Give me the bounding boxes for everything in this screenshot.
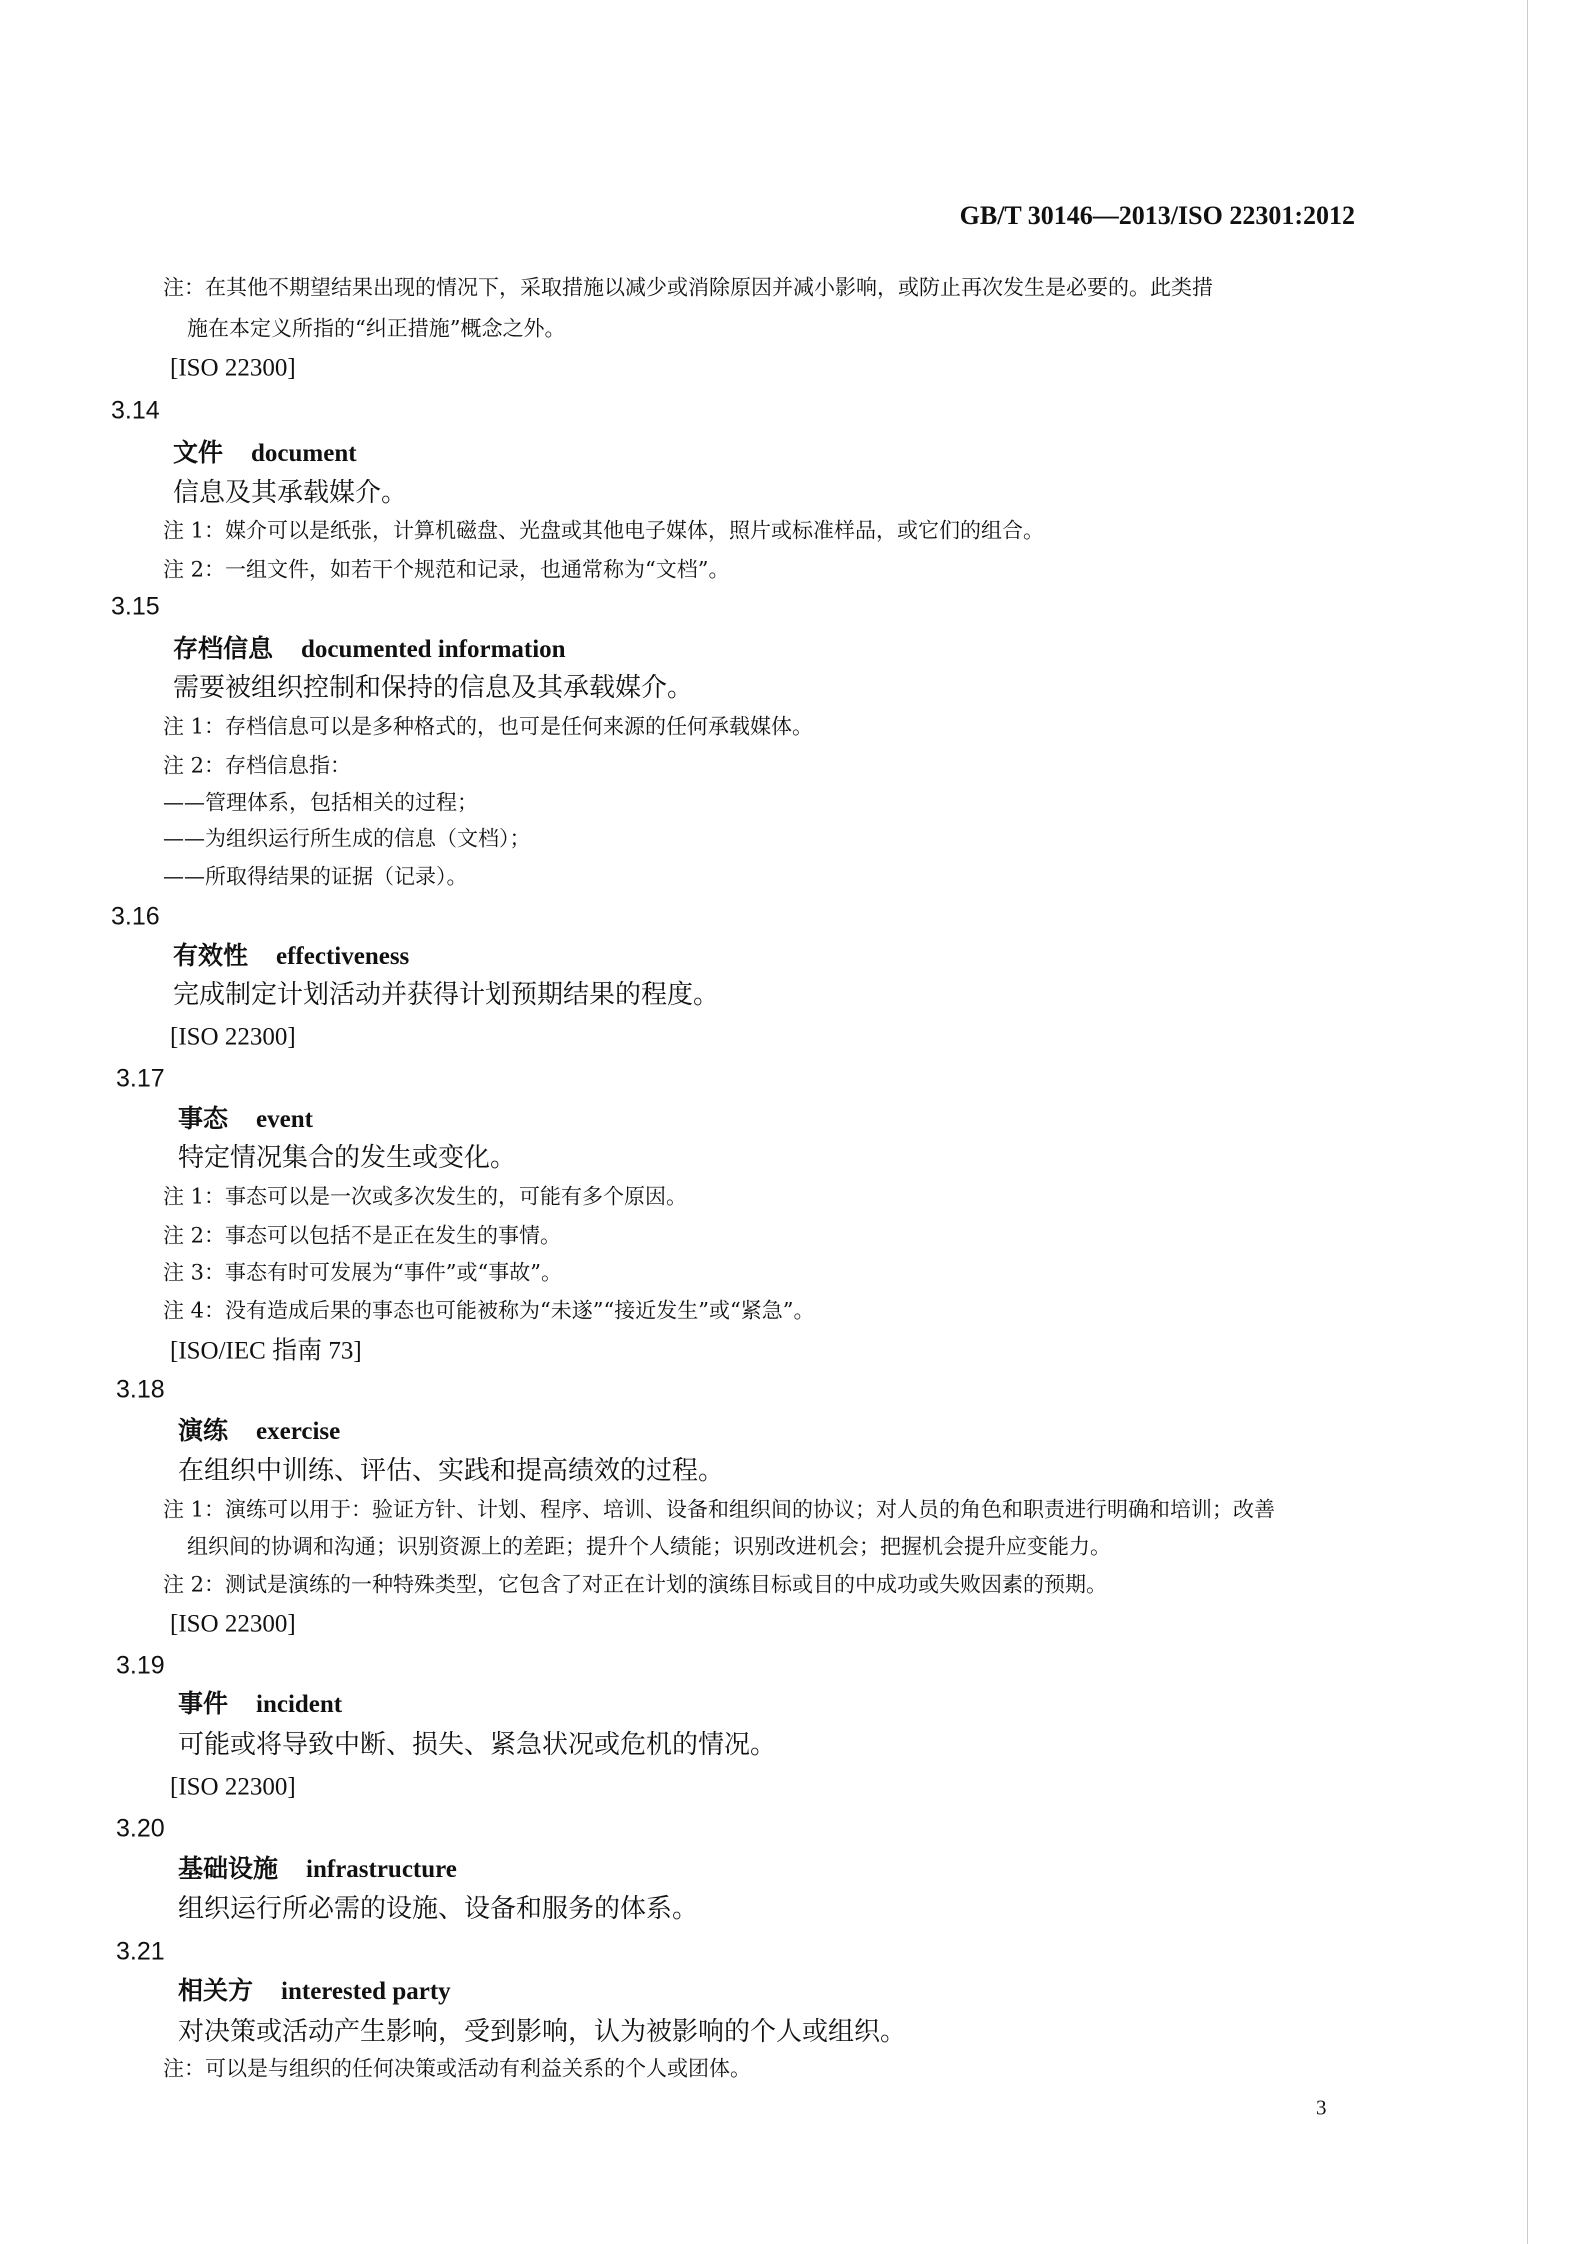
term-chinese: 事态 (178, 1104, 229, 1133)
reference-citation: [ISO 22300] (170, 354, 296, 382)
note-text: 注 1：演练可以用于：验证方针、计划、程序、培训、设备和组织间的协议；对人员的角色和职责进行明确和培训；改善 (163, 1497, 1276, 1522)
list-item: ——管理体系，包括相关的过程； (163, 790, 478, 815)
term-english: document (251, 440, 357, 467)
term-english: interested party (281, 1978, 451, 2005)
term-english: exercise (256, 1418, 341, 1445)
note-text: 注 2：存档信息指： (163, 753, 352, 778)
note-text: 注 1：事态可以是一次或多次发生的，可能有多个原因。 (163, 1184, 688, 1209)
note-text: 注 2：一组文件，如若干个规范和记录，也通常称为“文档”。 (163, 557, 730, 582)
note-continuation: 组织间的协调和沟通；识别资源上的差距；提升个人绩能；识别改进机会；把握机会提升应变能力。 (187, 1534, 1111, 1559)
reference-citation: [ISO/IEC 指南 73] (170, 1337, 362, 1365)
scan-edge-line (1527, 0, 1528, 2244)
definition-text: 可能或将导致中断、损失、紧急状况或危机的情况。 (178, 1730, 777, 1760)
clause-number: 3.16 (111, 902, 160, 931)
term-chinese: 基础设施 (178, 1854, 279, 1883)
note-text: 注：可以是与组织的任何决策或活动有利益关系的个人或团体。 (163, 2056, 751, 2081)
definition-text: 信息及其承载媒介。 (173, 478, 408, 508)
term-chinese: 相关方 (178, 1976, 254, 2005)
term-chinese: 存档信息 (173, 634, 274, 663)
clause-number: 3.19 (116, 1651, 165, 1680)
clause-number: 3.14 (111, 396, 160, 425)
term-chinese: 事件 (178, 1689, 229, 1718)
definition-text: 对决策或活动产生影响，受到影响，认为被影响的个人或组织。 (178, 2017, 907, 2047)
term-chinese: 演练 (178, 1416, 229, 1445)
standard-header: GB/T 30146—2013/ISO 22301:2012 (959, 201, 1355, 230)
term-chinese: 文件 (173, 438, 224, 467)
list-item: ——所取得结果的证据（记录）。 (163, 864, 468, 889)
clause-number: 3.18 (116, 1375, 165, 1404)
definition-text: 组织运行所必需的设施、设备和服务的体系。 (178, 1894, 699, 1924)
reference-citation: [ISO 22300] (170, 1610, 296, 1638)
note-text: 注 1：存档信息可以是多种格式的，也可是任何来源的任何承载媒体。 (163, 714, 814, 739)
definition-text: 完成制定计划活动并获得计划预期结果的程度。 (173, 980, 720, 1010)
clause-number: 3.17 (116, 1064, 165, 1093)
note-text: 注：在其他不期望结果出现的情况下，采取措施以减少或消除原因并减小影响，或防止再次发生是必要的。此类措 (163, 275, 1213, 300)
term-heading (178, 1106, 313, 1132)
term-english: infrastructure (306, 1856, 457, 1883)
reference-citation: [ISO 22300] (170, 1023, 296, 1051)
definition-text: 需要被组织控制和保持的信息及其承载媒介。 (173, 673, 694, 703)
definition-text: 在组织中训练、评估、实践和提高绩效的过程。 (178, 1456, 725, 1486)
definition-text: 特定情况集合的发生或变化。 (178, 1143, 517, 1173)
term-chinese: 有效性 (173, 941, 249, 970)
note-text: 注 1：媒介可以是纸张，计算机磁盘、光盘或其他电子媒体，照片或标准样品，或它们的组合。 (163, 518, 1045, 543)
note-text: 注 3：事态有时可发展为“事件”或“事故”。 (163, 1260, 562, 1285)
term-heading (173, 440, 357, 466)
term-heading (178, 1418, 340, 1444)
term-english: documented information (301, 636, 566, 663)
clause-number: 3.15 (111, 592, 160, 621)
note-text: 注 2：测试是演练的一种特殊类型，它包含了对正在计划的演练目标或目的中成功或失败因素的预期。 (163, 1572, 1108, 1597)
note-continuation: 施在本定义所指的“纠正措施”概念之外。 (187, 316, 566, 341)
note-text: 注 2：事态可以包括不是正在发生的事情。 (163, 1223, 562, 1248)
term-english: incident (256, 1691, 343, 1718)
clause-number: 3.20 (116, 1814, 165, 1843)
term-english: effectiveness (276, 943, 410, 970)
term-heading (178, 1856, 457, 1882)
note-text: 注 4：没有造成后果的事态也可能被称为“未遂”“接近发生”或“紧急”。 (163, 1298, 815, 1323)
reference-citation: [ISO 22300] (170, 1773, 296, 1801)
term-english: event (256, 1106, 313, 1133)
list-item: ——为组织运行所生成的信息（文档）； (163, 826, 531, 851)
term-heading (178, 1691, 342, 1717)
term-heading (173, 943, 409, 969)
clause-number: 3.21 (116, 1937, 165, 1966)
term-heading (173, 636, 566, 662)
page-number: 3 (1316, 2095, 1327, 2120)
term-heading (178, 1978, 451, 2004)
